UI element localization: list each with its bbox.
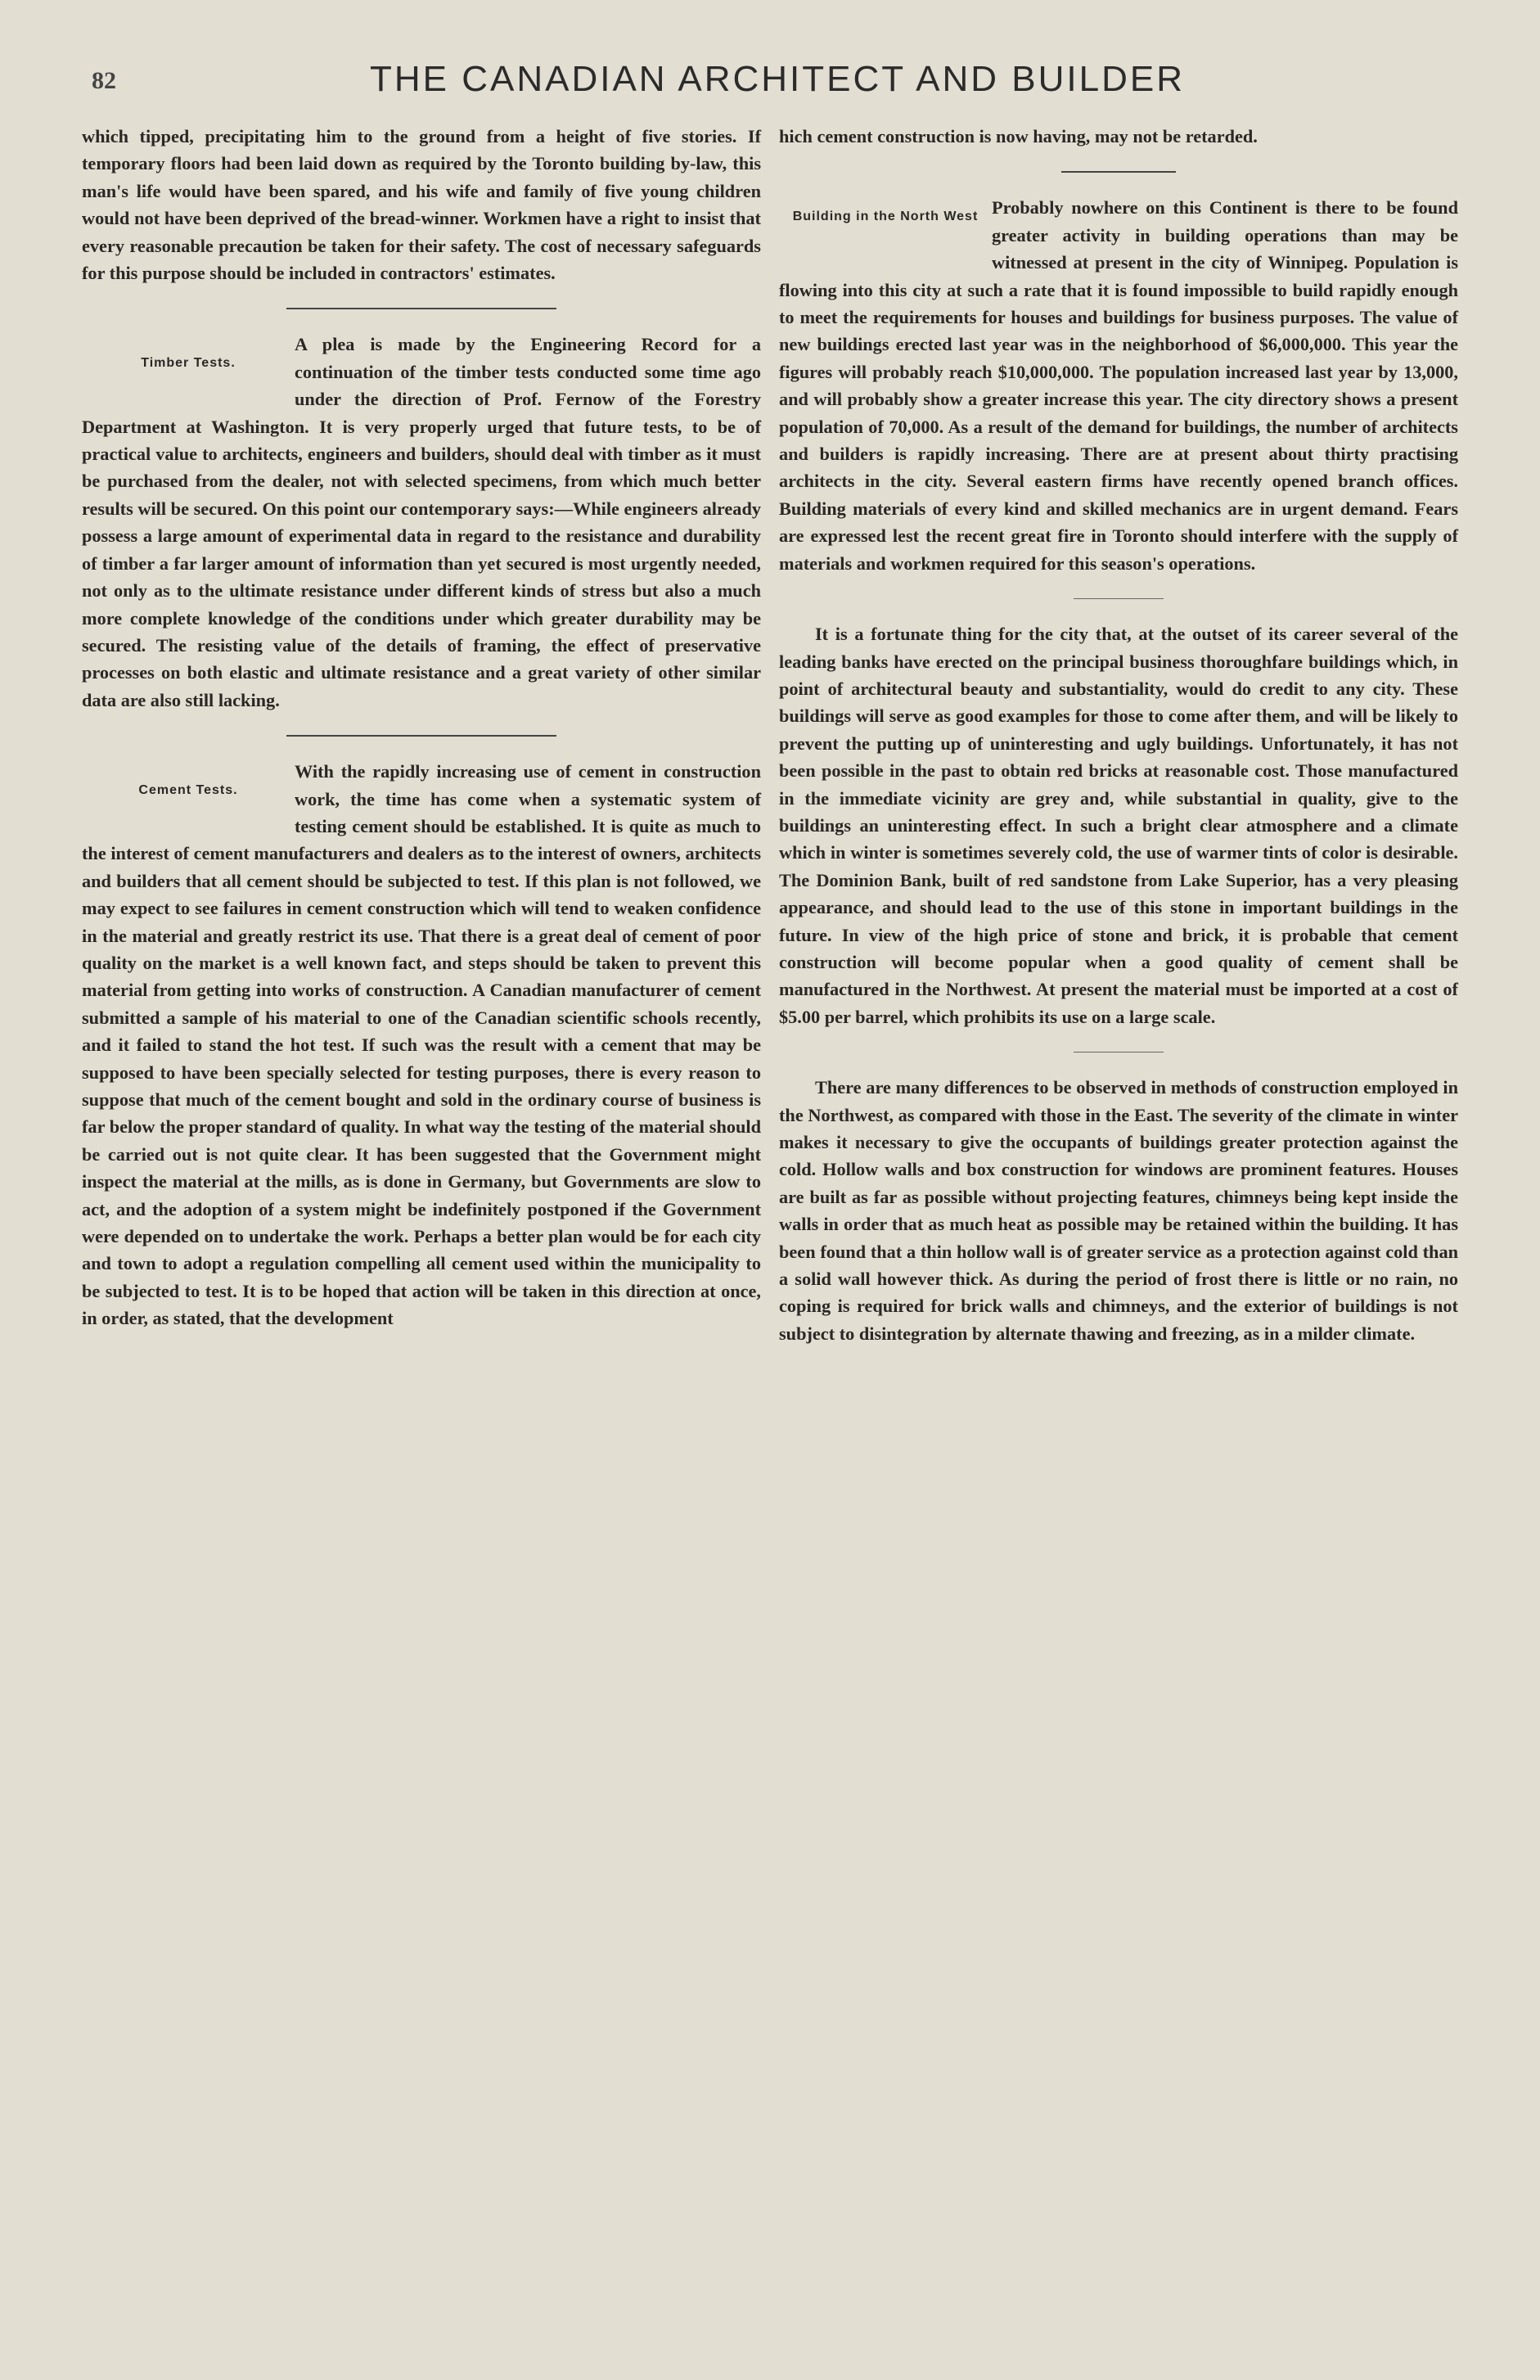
timber-tests-paragraph: A plea is made by the Engineering Record for a continuation of the timber tests conducted some time ago under the direction of Prof. Fernow of the Forestry Department at Washington. It is very properly urged that future tests, to be of practical value to architects, engineers and builders, should deal with timber as it must be purchased from the dealer, not with selected specimens, from which much better results will be secured. On this point our contemporary says:—While engineers already possess a large amount of experimental data in regard to the resistance and durability of timber a far larger amount of information than yet secured is most urgently needed, not only as to the ultimate resistance under different kinds of stress but also a much more complete knowledge of the conditions under which greater durability may be secured. The resisting value of the details of framing, the effect of preservative processes on both elastic and ultimate resistance and a great variety of other similar data are also still lacking. <box>82 334 761 710</box>
continuation-paragraph: hich cement construction is now having, may not be retarded. <box>779 126 1258 146</box>
differences-paragraph: There are many differences to be observed in methods of construction employed in the Northwest, as compared with those in the East. The severity of the climate in winter makes it necessary to give the occupants of buildings greater protection against the cold. Hollow walls and box construction for windows are prominent features. Houses are built as far as possible without projecting features, chimneys being kept inside the walls in order that as much heat as possible may be retained within the building. It has been found that a thin hollow wall is of greater service as a protection against cold than a solid wall however thick. As during the period of frost there is little or no rain, no coping is required for brick walls and chimneys, and the exterior of buildings is not subject to disintegration by alternate thawing and freezing, as in a milder climate. <box>779 1077 1458 1344</box>
cement-tests-paragraph: With the rapidly increasing use of cement in construction work, the time has come when a systematic system of testing cement should be established. It is quite as much to the interest of cement manufacturers and dealers as to the interest of owners, architects and builders that all cement should be subjected to test. If this plan is not followed, we may expect to see failures in cement construction which will tend to weaken confidence in the material and greatly restrict its use. That there is a great deal of cement of poor quality on the market is a well known fact, and steps should be taken to prevent this material from getting into works of construction. A Canadian manufacturer of cement submitted a sample of his material to one of the Canadian scientific schools recently, and it failed to stand the hot test. If such was the result with a cement that may be supposed to have been specially selected for testing purposes, there is every reason to suppose that much of the cement bought and sold in the ordinary course of business is far below the proper standard of quality. In what way the testing of the material should be carried out is not quite clear. It has been suggested that the Government might inspect the material at the mills, as is done in Germany, but Governments are slow to act, and the adoption of a system might be indefinitely postponed if the Government were depended on to undertake the work. Perhaps a better plan would be for each city and town to adopt a regulation compelling all cement used within the municipality to be subjected to test. It is to be hoped that action will be taken in this direction at once, in order, as stated, that the development <box>82 761 761 1329</box>
intro-paragraph: which tipped, precipitating him to the ground from a height of five stories. If temporary floors had been laid down as required by the Toronto building by-law, this man's life would have been spared, and his wife and family of five young children would not have been deprived of the bread-winner. Workmen have a right to insist that every reasonable precaution be taken for their safety. The cost of necessary safeguards for this purpose should be included in contractors' estimates. <box>82 126 761 284</box>
northwest-paragraph: Probably nowhere on this Continent is there to be found greater activity in building operations than may be witnessed at present in the city of Winnipeg. Population is flowing into this city at such a rate that it is found impossible to build rapidly enough to meet the requirements for houses and buildings for business purposes. The value of new buildings erected last year was in the neighborhood of $6,000,000. This year the figures will probably reach $10,000,000. The population increased last year by 13,000, and will probably show a greater increase this year. The city directory shows a present population of 70,000. As a result of the demand for buildings, the number of architects and builders is rapidly increasing. There are at present about thirty practising architects in the city. Several eastern firms have recently opened branch offices. Building materials of every kind and skilled mechanics are in urgent demand. Fears are expressed lest the recent great fire in Toronto should interfere with the supply of materials and workmen required for this season's operations. <box>779 197 1458 574</box>
northwest-sidehead: Building in the North West <box>792 210 979 224</box>
cement-tests-sidehead: Cement Tests. <box>138 783 238 798</box>
running-title: THE CANADIAN ARCHITECT AND BUILDER <box>369 59 1185 99</box>
left-column <box>82 123 761 1332</box>
right-column <box>779 123 1458 1347</box>
northwest-section <box>779 194 1458 577</box>
section-divider <box>286 308 556 309</box>
section-divider <box>1061 171 1176 173</box>
banks-paragraph: It is a fortunate thing for the city that, at the outset of its career several of the leading banks have erected on the principal business thoroughfare buildings which, in point of architectural beauty and substantiality, would do credit to any city. These buildings will serve as good examples for those to come after them, and will be likely to prevent the putting up of uninteresting and ugly buildings. Unfortunately, it has not been possible in the past to obtain red bricks at reasonable cost. Those manufactured in the immediate vicinity are grey and, while substantial in quality, give to the buildings an uninteresting effect. In such a bright clear atmosphere and a climate which in winter is sometimes severely cold, the use of warmer tints of color is desirable. The Dominion Bank, built of red sandstone from Lake Superior, has a very pleasing appearance, and should lead to the use of this stone in important buildings in the future. In view of the high price of stone and brick, it is probable that cement construction will become popular when a good quality of cement shall be manufactured in the Northwest. At present the material must be imported at a cost of $5.00 per barrel, which prohibits its use on a large scale. <box>779 624 1458 1027</box>
timber-tests-section <box>82 331 761 714</box>
timber-tests-sidehead: Timber Tests. <box>141 356 236 371</box>
section-divider <box>1074 598 1164 599</box>
section-divider <box>1074 1052 1164 1053</box>
page-number: 82 <box>92 67 116 94</box>
section-divider <box>286 735 556 737</box>
page-header <box>82 56 1473 113</box>
cement-tests-section <box>82 758 761 1332</box>
